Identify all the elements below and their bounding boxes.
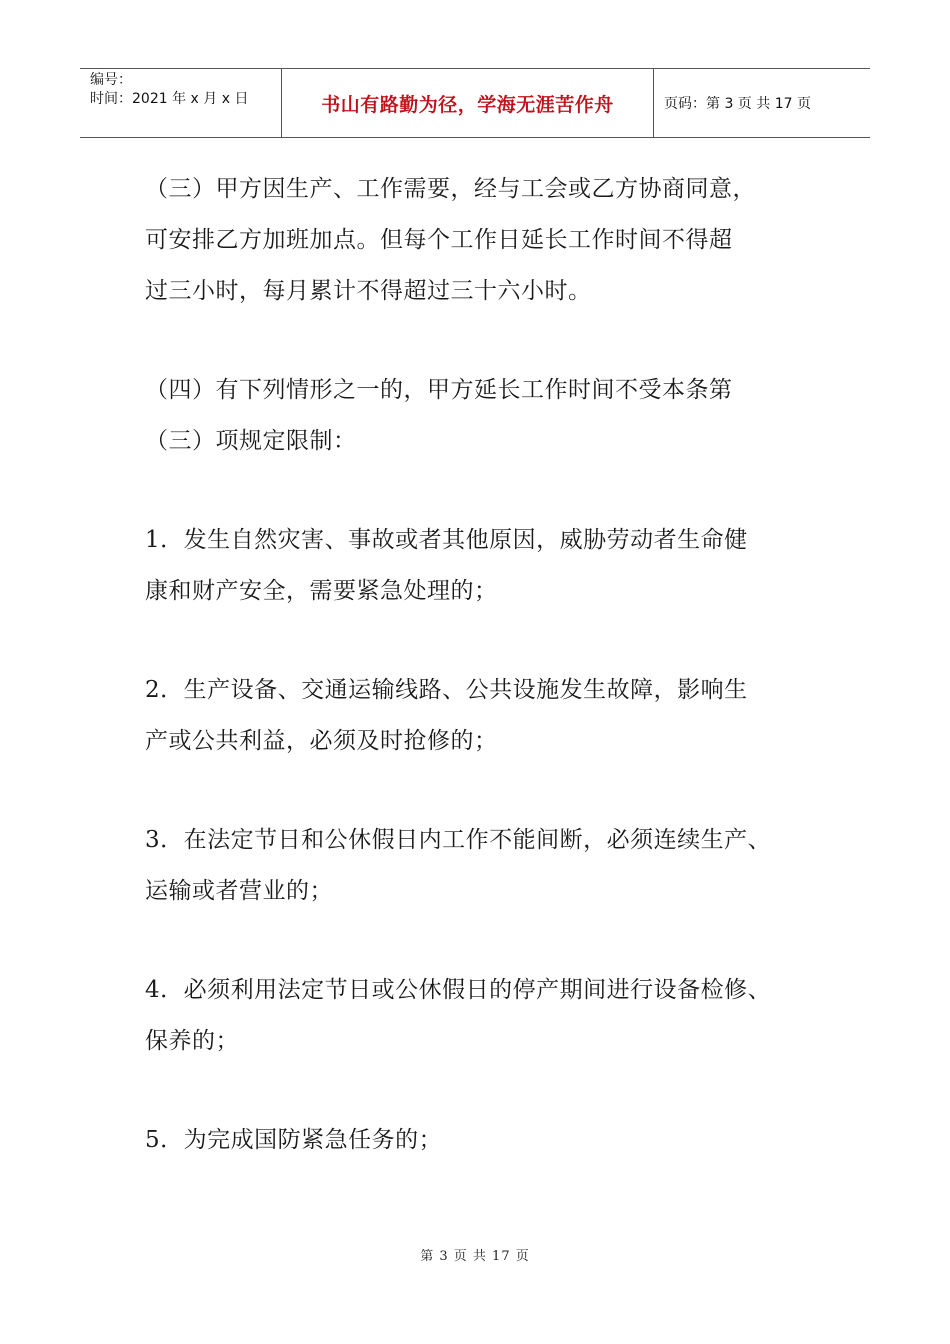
paragraph (145, 164, 825, 317)
header-motto-cell (282, 69, 654, 137)
paragraph (145, 515, 825, 617)
paragraph-line: 5．为完成国防紧急任务的； (145, 1127, 443, 1153)
paragraph (145, 1115, 825, 1166)
header-page-info: 页码：第 3 页 共 17 页 (664, 96, 811, 112)
paragraph-line: 4．必须利用法定节日或公休假日的停产期间进行设备检修、 (145, 977, 772, 1003)
paragraph-line: 可安排乙方加班加点。但每个工作日延长工作时间不得超 (145, 227, 733, 253)
paragraph-line: 2．生产设备、交通运输线路、公共设施发生故障，影响生 (145, 677, 748, 703)
paragraph-line: 保养的； (145, 1028, 239, 1054)
time-label: 时间：2021 年 x 月 x 日 (90, 91, 249, 107)
paragraph (145, 815, 825, 917)
paragraph-line: 1．发生自然灾害、事故或者其他原因，威胁劳动者生命健 (145, 527, 748, 553)
page-footer: 第 3 页 共 17 页 (420, 1249, 530, 1264)
paragraph-line: 康和财产安全，需要紧急处理的； (145, 578, 498, 604)
paragraph-line: （三）项规定限制： (145, 428, 357, 454)
paragraph (145, 965, 825, 1067)
header-motto: 书山有路勤为径，学海无涯苦作舟 (321, 93, 614, 116)
document-header (80, 68, 870, 138)
paragraph-line: 过三小时，每月累计不得超过三十六小时。 (145, 278, 592, 304)
header-page-cell (654, 69, 870, 137)
header-meta-cell (80, 69, 282, 137)
paragraph-line: 产或公共利益，必须及时抢修的； (145, 728, 498, 754)
paragraph-line: （三）甲方因生产、工作需要，经与工会或乙方协商同意， (145, 176, 756, 202)
paragraph (145, 665, 825, 767)
paragraph-line: 运输或者营业的； (145, 878, 333, 904)
document-body (145, 164, 825, 1214)
paragraph (145, 365, 825, 467)
number-label: 编号： (90, 72, 132, 88)
paragraph-line: 3．在法定节日和公休假日内工作不能间断，必须连续生产、 (145, 827, 772, 853)
paragraph-line: （四）有下列情形之一的，甲方延长工作时间不受本条第 (145, 377, 733, 403)
